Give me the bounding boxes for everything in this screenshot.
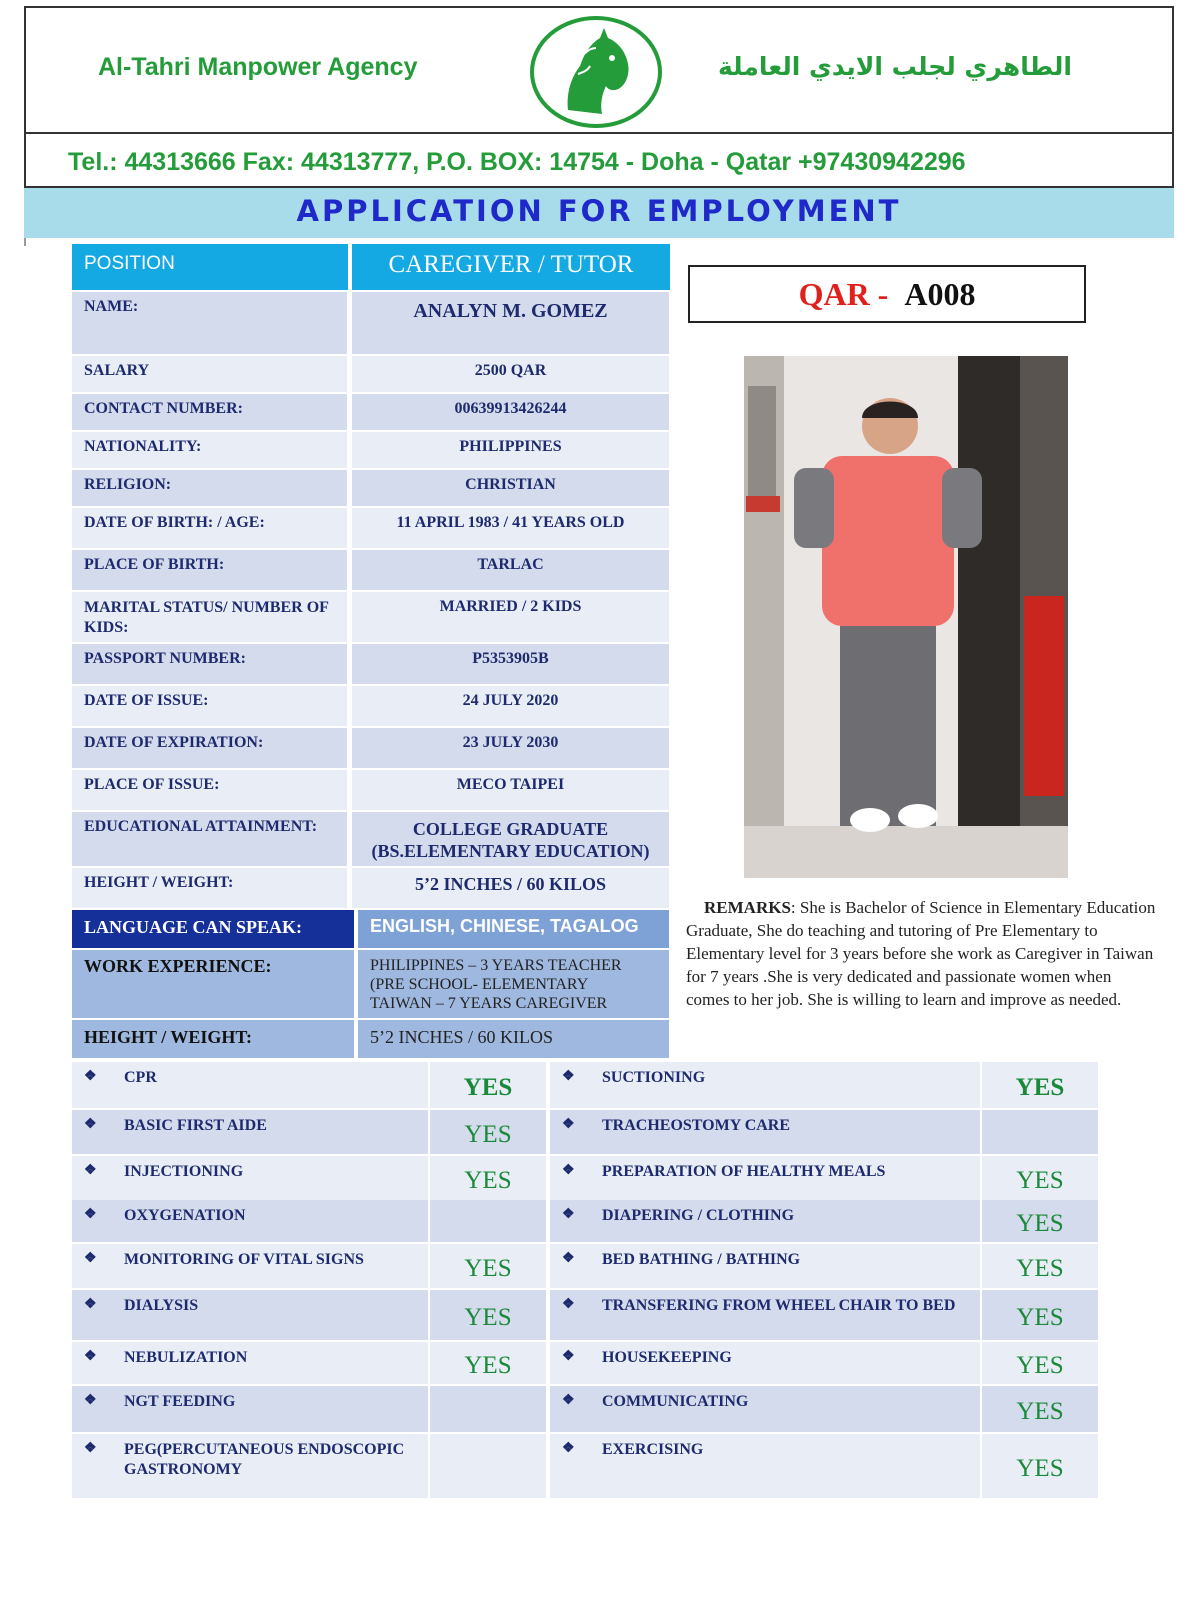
skill-label: NGT FEEDING — [124, 1393, 236, 1410]
field-value-date-of-issue: 24 JULY 2020 — [352, 686, 669, 726]
skill-cell — [72, 1386, 428, 1432]
field-value-salary: 2500 QAR — [352, 356, 669, 392]
skill-cell — [72, 1434, 428, 1498]
field-label-name: NAME: — [72, 292, 347, 354]
skill-cell — [72, 1062, 428, 1108]
work-experience-line: PHILIPPINES – 3 YEARS TEACHER — [370, 957, 622, 974]
field-value-passport-number: P5353905B — [352, 644, 669, 684]
skill-value: YES — [982, 1386, 1098, 1432]
skill-label: OXYGENATION — [124, 1207, 246, 1224]
field-value-place-of-birth: TARLAC — [352, 550, 669, 590]
field-label-salary: SALARY — [72, 356, 347, 392]
skill-value — [982, 1110, 1098, 1154]
language-value-cell — [358, 910, 669, 948]
field-label-place-of-birth: PLACE OF BIRTH: — [72, 550, 347, 590]
contact-line: Tel.: 44313666 Fax: 44313777, P.O. BOX: 14754 - Doha - Qatar +97430942296 — [68, 148, 966, 176]
bullet-icon: ❖ — [562, 1117, 575, 1132]
skill-value — [430, 1434, 546, 1498]
skill-value — [430, 1386, 546, 1432]
reference-code: A008 — [904, 276, 976, 312]
skill-value: YES — [430, 1244, 546, 1288]
skill-label: PREPARATION OF HEALTHY MEALS — [602, 1163, 886, 1180]
bullet-icon: ❖ — [84, 1163, 97, 1178]
field-value-date-of-birth: 11 APRIL 1983 / 41 YEARS OLD — [352, 508, 669, 548]
field-value-marital-status: MARRIED / 2 KIDS — [352, 592, 669, 642]
skill-label: PEG(PERCUTANEOUS ENDOSCOPIC GASTRONOMY — [124, 1441, 405, 1478]
skill-value: YES — [982, 1434, 1098, 1498]
skill-cell — [550, 1434, 980, 1498]
form-title: APPLICATION FOR EMPLOYMENT — [296, 194, 902, 228]
bullet-icon: ❖ — [84, 1393, 97, 1408]
skill-label: SUCTIONING — [602, 1069, 706, 1086]
field-label-place-of-issue: PLACE OF ISSUE: — [72, 770, 347, 810]
reference-prefix: QAR - — [798, 276, 889, 312]
field-value-contact-number: 00639913426244 — [352, 394, 669, 430]
bullet-icon: ❖ — [562, 1163, 575, 1178]
bullet-icon: ❖ — [562, 1393, 575, 1408]
skill-value: YES — [982, 1244, 1098, 1288]
field-label-height-weight: HEIGHT / WEIGHT: — [72, 868, 347, 908]
remarks-label: REMARKS — [704, 898, 791, 917]
skill-cell — [550, 1342, 980, 1384]
field-label-contact-number: CONTACT NUMBER: — [72, 394, 347, 430]
language-label: LANGUAGE CAN SPEAK: — [84, 917, 303, 937]
field-label-religion: RELIGION: — [72, 470, 347, 506]
bullet-icon: ❖ — [562, 1349, 575, 1364]
position-value-cell — [352, 244, 670, 290]
language-label-cell — [72, 910, 354, 948]
skill-label: COMMUNICATING — [602, 1393, 749, 1410]
reference-code-box — [688, 265, 1086, 323]
field-label-educational-attainment: EDUCATIONAL ATTAINMENT: — [72, 812, 347, 866]
skill-label: DIALYSIS — [124, 1297, 199, 1314]
bullet-icon: ❖ — [562, 1069, 575, 1084]
field-value-date-of-expiration: 23 JULY 2030 — [352, 728, 669, 768]
bullet-icon: ❖ — [562, 1441, 575, 1456]
bullet-icon: ❖ — [84, 1207, 97, 1222]
skill-value: YES — [430, 1062, 546, 1108]
skill-value: YES — [430, 1290, 546, 1340]
bullet-icon: ❖ — [562, 1297, 575, 1312]
remarks — [686, 896, 1156, 1011]
work-experience-value-cell — [358, 950, 669, 1018]
skill-label: EXERCISING — [602, 1441, 704, 1458]
skill-cell — [550, 1156, 980, 1200]
agency-name-english: Al-Tahri Manpower Agency — [98, 53, 418, 81]
skill-cell — [550, 1290, 980, 1340]
field-value-educational-attainment: COLLEGE GRADUATE (BS.ELEMENTARY EDUCATION) — [352, 812, 669, 866]
field-label-nationality: NATIONALITY: — [72, 432, 347, 468]
agency-name-arabic: الطاهري لجلب الايدي العاملة — [718, 52, 1072, 81]
skill-cell — [550, 1110, 980, 1154]
bullet-icon: ❖ — [84, 1117, 97, 1132]
skill-value: YES — [982, 1062, 1098, 1108]
skill-cell — [550, 1386, 980, 1432]
work-experience-line: TAIWAN – 7 YEARS CAREGIVER — [370, 995, 608, 1012]
field-label-marital-status: MARITAL STATUS/ NUMBER OF KIDS: — [72, 592, 347, 642]
skill-cell — [550, 1244, 980, 1288]
skill-cell — [72, 1200, 428, 1242]
skill-cell — [550, 1200, 980, 1242]
position-value: CAREGIVER / TUTOR — [388, 251, 634, 278]
skill-label: TRANSFERING FROM WHEEL CHAIR TO BED — [602, 1297, 956, 1314]
work-experience-label: WORK EXPERIENCE: — [84, 956, 272, 976]
skill-value: YES — [430, 1342, 546, 1384]
bullet-icon: ❖ — [562, 1251, 575, 1266]
skill-cell — [72, 1342, 428, 1384]
field-value-place-of-issue: MECO TAIPEI — [352, 770, 669, 810]
skill-label: NEBULIZATION — [124, 1349, 248, 1366]
bullet-icon: ❖ — [84, 1349, 97, 1364]
field-value-name: ANALYN M. GOMEZ — [352, 292, 669, 354]
height-weight-value: 5’2 INCHES / 60 KILOS — [370, 1027, 553, 1047]
remarks-text: : She is Bachelor of Science in Elementary Education Graduate, She do teaching and tutoring of Pre Elementary to Elementary level for 3 years before she work as Caregiver in Taiwan for 7 years .She is very dedicated and passionate women when comes to her job. She is willing to learn and improve as needed. — [686, 898, 1156, 1009]
skill-label: INJECTIONING — [124, 1163, 244, 1180]
skill-label: BED BATHING / BATHING — [602, 1251, 801, 1268]
height-weight-value-cell — [358, 1020, 669, 1058]
bullet-icon: ❖ — [84, 1069, 97, 1084]
skill-label: TRACHEOSTOMY CARE — [602, 1117, 791, 1134]
language-value: ENGLISH, CHINESE, TAGALOG — [370, 916, 639, 936]
skill-cell — [72, 1244, 428, 1288]
skill-label: MONITORING OF VITAL SIGNS — [124, 1251, 364, 1268]
applicant-photo — [744, 356, 1068, 878]
skill-value: YES — [430, 1156, 546, 1200]
skill-label: DIAPERING / CLOTHING — [602, 1207, 795, 1224]
skill-label: BASIC FIRST AIDE — [124, 1117, 267, 1134]
field-label-date-of-issue: DATE OF ISSUE: — [72, 686, 347, 726]
bullet-icon: ❖ — [84, 1297, 97, 1312]
skill-label: CPR — [124, 1069, 157, 1086]
field-label-date-of-birth: DATE OF BIRTH: / AGE: — [72, 508, 347, 548]
skill-label: HOUSEKEEPING — [602, 1349, 732, 1366]
skill-cell — [72, 1290, 428, 1340]
field-value-religion: CHRISTIAN — [352, 470, 669, 506]
bullet-icon: ❖ — [84, 1251, 97, 1266]
skill-cell — [72, 1156, 428, 1200]
field-value-nationality: PHILIPPINES — [352, 432, 669, 468]
position-label-cell — [72, 244, 348, 290]
skill-value: YES — [982, 1290, 1098, 1340]
skill-value: YES — [982, 1156, 1098, 1200]
work-experience-line: (PRE SCHOOL- ELEMENTARY — [370, 976, 589, 993]
field-label-passport-number: PASSPORT NUMBER: — [72, 644, 347, 684]
skill-value: YES — [982, 1342, 1098, 1384]
bullet-icon: ❖ — [562, 1207, 575, 1222]
height-weight-label: HEIGHT / WEIGHT: — [84, 1027, 253, 1047]
position-label: POSITION — [84, 253, 175, 274]
skill-cell — [72, 1110, 428, 1154]
bullet-icon: ❖ — [84, 1441, 97, 1456]
skill-cell — [550, 1062, 980, 1108]
field-value-height-weight: 5’2 INCHES / 60 KILOS — [352, 868, 669, 908]
work-experience-label-cell — [72, 950, 354, 1018]
height-weight-label-cell — [72, 1020, 354, 1058]
skill-value: YES — [982, 1200, 1098, 1242]
skill-value: YES — [430, 1110, 546, 1154]
horse-head-logo-icon — [528, 14, 664, 130]
field-label-date-of-expiration: DATE OF EXPIRATION: — [72, 728, 347, 768]
skill-value — [430, 1200, 546, 1242]
